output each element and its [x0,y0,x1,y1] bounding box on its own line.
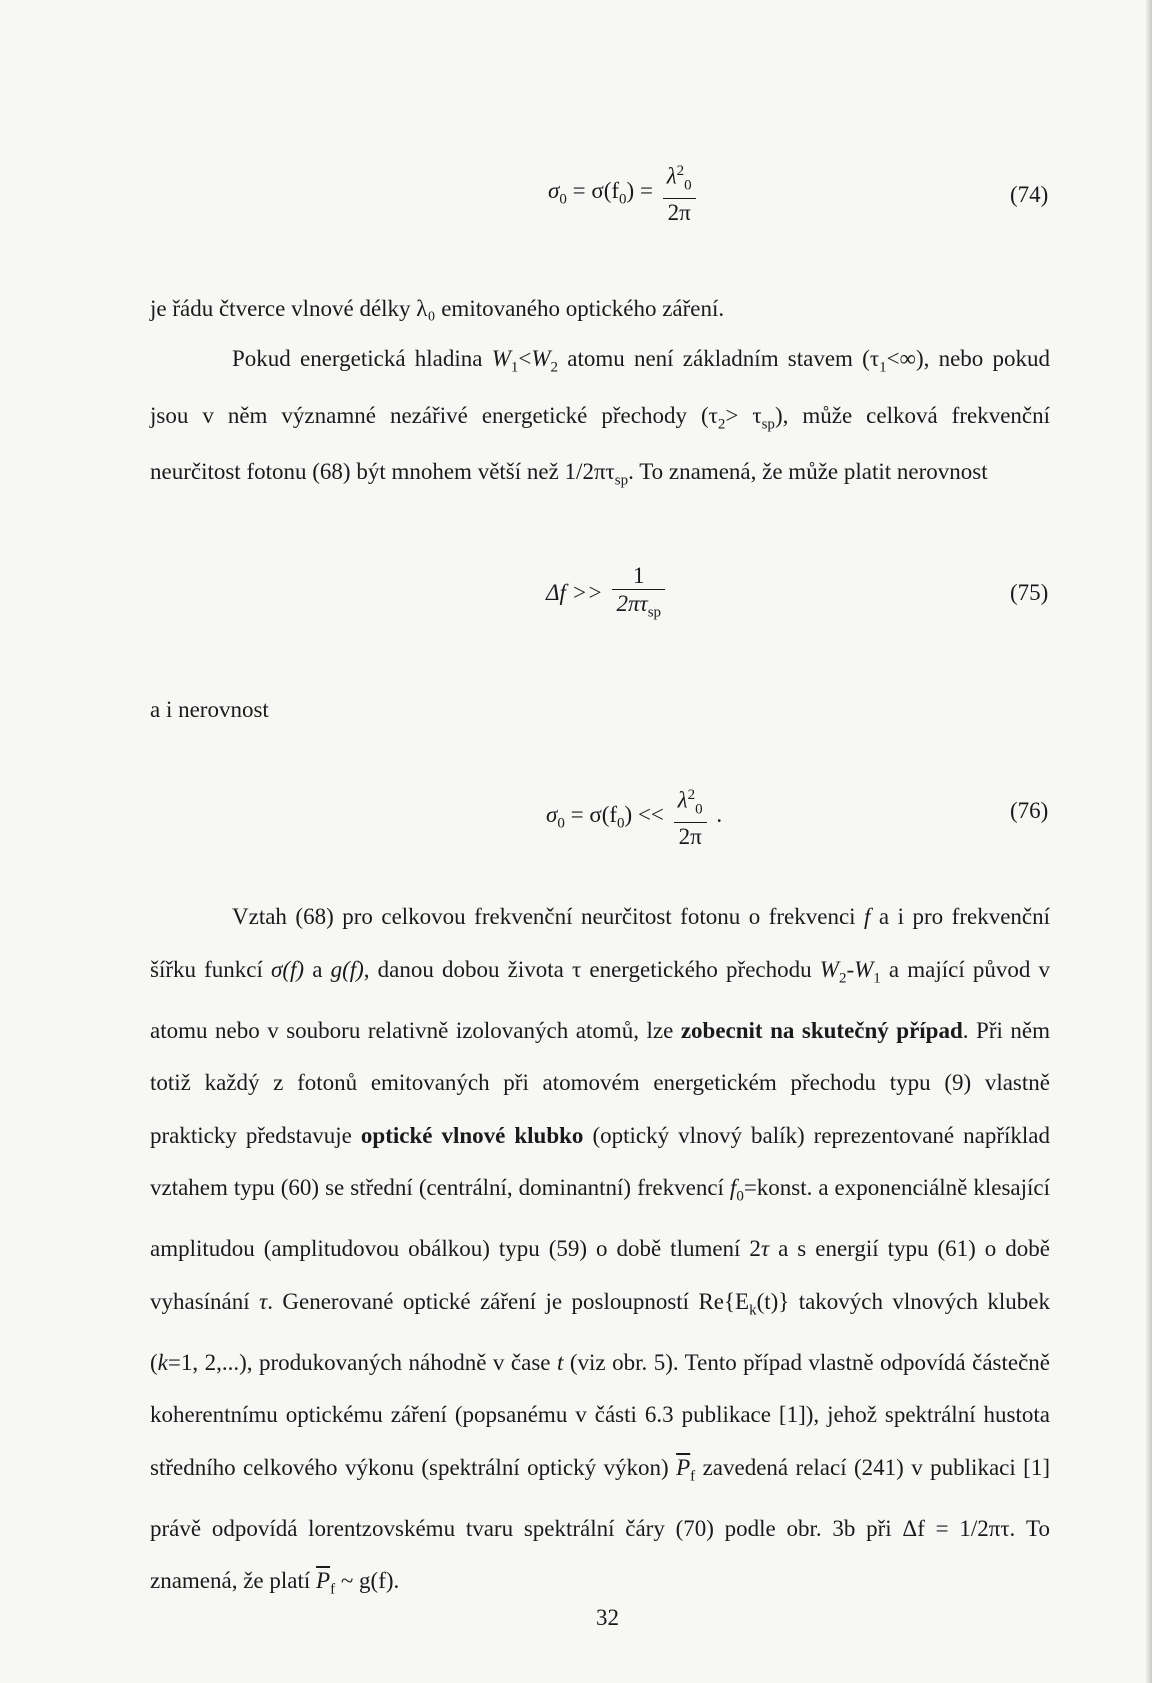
eq75-fraction [612,563,665,627]
equation-76-number: (76) [1010,798,1049,823]
paragraph-energy-levels: Pokud energetická hladina $W_1<W_2$ atomu není základním stavem $(\tau_1<\infty)$, nebo pokud jsou v něm významné nezářivé energetické přechody $(\tau_2> \tau_{sp})$, může celková frekvenční neurčitost fotonu (68) být mnohem větší než $1/2\pi\tau_{sp}$. To znamená, že může platit nerovnost [150,346,1050,489]
text-line-lambda: je řádu čtverce vlnové délky λ₀ emitovaného optického záření. [150,296,725,321]
page-edge-shadow [1146,0,1152,1683]
text-line-inequality: a i nerovnost [150,697,269,722]
eq74-lambda-sup: 2 [676,163,685,179]
eq76-fraction [674,782,707,851]
eq74-mid: = σ(f [566,177,620,203]
eq74-fraction [663,158,696,227]
eq74-mid-sub: 0 [619,191,627,208]
eq74-mid-close: ) = [626,177,659,203]
eq74-lambda: λ [666,163,677,189]
page-number: 32 [596,1605,619,1630]
equation-74-number: (74) [1010,182,1049,207]
eq75-den-sub: sp [647,604,662,621]
eq75-numerator: 1 [632,563,645,588]
eq76-sigma-sub: 0 [557,815,565,832]
paragraph-generalization: Vztah (68) pro celkovou frekvenční neurčitost fotonu o frekvenci f a i pro frekvenční šířku funkcí σ(f) a g(f), danou dobou života τ energetického přechodu $W_2-W_1$ a mající původ v atomu nebo v souboru relativně izolovaných atomů, lze zobecnit na skutečný případ. Při něm totiž každý z fotonů emitovaných při atomovém energetickém přechodu typu (9) vlastně prakticky představuje optické vlnové klubko (optický vlnový balík) reprezentované například vztahem typu (60) se střední (centrální, dominantní) frekvencí $f_0=konst$. a exponenciálně klesající amplitudou (amplitudovou obálkou) typu (59) o době tlumení 2τ a s energií typu (61) o době vyhasínání τ. Generované optické záření je posloupností $Re\{E_k(t)\}$ takových vlnových klubek (k=1, 2,...), produkovaných náhodně v čase t (viz obr. 5). Tento případ vlastně odpovídá částečně koherentnímu optickému záření (popsanému v části 6.3 publikace [1]), jehož spektrální hustota středního celkového výkonu (spektrální optický výkon) $\overline{P}_f$ zavedená relací (241) v publikaci [1] právě odpovídá lorentzovskému tvaru spektrální čáry (70) podle obr. 3b při Δf = 1/2πτ. To znamená, že platí $\overline{P}_f$ ~ g(f). [150,904,1051,1598]
eq76-tail: . [710,801,723,827]
eq74-sigma: σ [548,177,560,203]
eq76-sigma: σ [546,801,558,827]
eq76-mid-sub: 0 [617,815,625,832]
eq75-denominator: 2πτ [616,591,648,616]
equation-75 [546,563,669,627]
equation-74 [548,158,700,227]
eq74-sigma-sub: 0 [559,191,567,208]
bold-wave-packet: optické vlnové klubko [360,1122,584,1148]
bold-generalize: zobecnit na skutečný případ [680,1017,963,1043]
equation-75-number: (75) [1010,580,1049,605]
eq76-lambda-sup: 2 [687,787,696,803]
eq76-lambda: λ [677,787,688,813]
equation-76 [546,782,722,851]
eq76-mid-close: ) << [624,801,670,827]
eq74-lambda-sub: 0 [684,177,692,194]
eq76-lambda-sub: 0 [695,801,703,818]
eq76-mid: = σ(f [564,801,618,827]
eq74-denominator: 2π [663,198,696,227]
eq76-denominator: 2π [674,822,707,851]
eq75-lhs: Δf >> [546,580,609,606]
